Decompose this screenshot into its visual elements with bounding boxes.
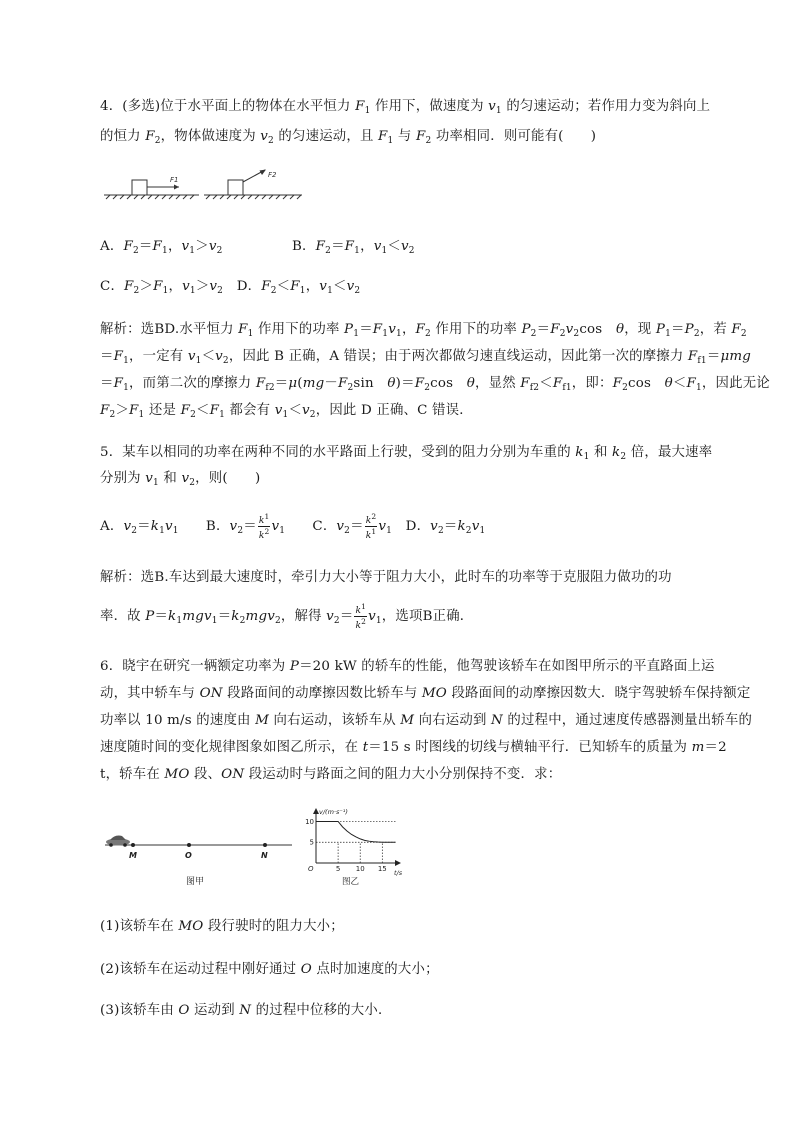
q6-stem-line4: 速度随时间的变化规律图象如图乙所示，在 t＝15 s 时图线的切线与横轴平行．已知轿车的质量为 m＝2 [100, 740, 727, 755]
q5-solution-line1: 解析：选B.车达到最大速度时，牵引力大小等于阻力大小，此时车的功率等于克服阻力做功的功 [100, 570, 672, 585]
x-tick-label-10: 10 [355, 865, 365, 873]
x-axis-label: t/s [394, 869, 403, 877]
q6-stem-line3: 功率以 10 m/s 的速度由 M 向右运动，该轿车从 M 向右运动到 N 的过程中，通过速度传感器测量出轿车的 [100, 713, 753, 728]
block-right [228, 180, 243, 195]
q5-stem-line2: 分别为 $v_1$ 和 $v_2$，则( ) [100, 471, 261, 488]
point-m [131, 843, 135, 847]
q4-solution-line3: $=F_1$，而第二次的摩擦力 $F_{f2}=\mu(mg-F_2\sin$ $\theta)=F_2\cos$ θ，显然 $F_{f2}<F_{f1}$，即：$F_2\cos$ $\theta<F_1$，因此无论 [100, 376, 770, 393]
q5-options: A．$v_2=k_1v_1$ B．$v_2=$ $\frac{k^1}{k^2}$ $v_1$ C．$v_2=$ $\frac{k^2}{k^1}$ $v_1$ D．$v_2=k_2v_1$ [100, 512, 486, 541]
x-tick-label-15: 15 [377, 865, 387, 873]
q6-stem-line1: 6．晓宇在研究一辆额定功率为 P＝20 kW 的轿车的性能，他驾驶该轿车在如图甲所示的平直路面上运 [100, 659, 715, 674]
q4-solution-line2: $=F_1$，一定有 $v_1<v_2$，因此 B 正确，A 错误；由于两次都做匀速直线运动，因此第一次的摩擦力 $F_{f1}=\mu mg$ [100, 349, 752, 366]
point-n-label: N [261, 851, 268, 860]
point-n [263, 843, 267, 847]
f2-label: F2 [268, 171, 277, 179]
point-o [187, 843, 191, 847]
ground-surface-left [104, 195, 199, 199]
car-icon [106, 836, 130, 847]
q6-sub2: (2)该轿车在运动过程中刚好通过 O 点时加速度的大小； [100, 962, 439, 977]
q4-option-b: B．$F_2=F_1$，$v_1<v_2$ [292, 239, 415, 256]
figure-yi-caption: 图乙 [342, 877, 360, 885]
point-o-label: O [185, 851, 192, 860]
y-tick-label-10: 10 [305, 817, 314, 826]
y-tick-label-5: 5 [309, 838, 314, 847]
q4-solution-line1: 解析：选BD.水平恒力 $F_1$ 作用下的功率 $P_1=F_1v_1$，$F_2$ 作用下的功率 $P_2=F_2v_2\cos$ θ，现 $P_1=P_2$，若 $F_2$ [100, 322, 747, 339]
block-left [132, 180, 147, 195]
q6-stem-line2: 动，其中轿车与 ON 段路面间的动摩擦因数比轿车与 MO 段路面间的动摩擦因数大．晓宇驾驶轿车保持额定 [100, 686, 751, 701]
q6-stem-line5: t，轿车在 MO 段、ON 段运动时与路面之间的阻力大小分别保持不变．求： [100, 767, 562, 782]
figure-jia [100, 828, 295, 888]
q4-stem-line2: 的恒力 $F_2$，物体做速度为 $v_2$ 的匀速运动，且 $F_1$ 与 $F_2$ 功率相同．则可能有( ) [100, 129, 597, 146]
y-axis-label: v/(m·s⁻¹) [319, 808, 348, 816]
q4-option-cd: C．$F_2>F_1$，$v_1>v_2$ D．$F_2<F_1$，$v_1<v_2$ [100, 279, 361, 296]
q4-option-a: A．$F_2=F_1$，$v_1>v_2$ [100, 239, 223, 256]
q5-solution-line2: 率．故 $P=k_1mgv_1=k_2mgv_2$，解得 $v_2=$ $\frac{k^1}{k^2}$ $v_1$，选项B正确． [100, 602, 474, 631]
figure-jia-caption: 图甲 [186, 877, 205, 887]
point-m-label: M [129, 851, 137, 860]
origin-label: O [308, 865, 314, 873]
q4-force-figure [104, 168, 304, 208]
q4-stem-line1: 4．(多选)位于水平面上的物体在水平恒力 $F_1$ 作用下，做速度为 $v_1$ 的匀速运动；若作用力变为斜向上 [100, 99, 711, 116]
velocity-curve [316, 821, 396, 842]
figure-yi-chart [300, 805, 420, 885]
q6-sub1: (1)该轿车在 MO 段行驶时的阻力大小； [100, 919, 344, 934]
x-tick-label-5: 5 [335, 865, 341, 873]
f1-label: F1 [170, 176, 179, 184]
q5-stem-line1: 5．某车以相同的功率在两种不同的水平路面上行驶，受到的阻力分别为车重的 $k_1$ 和 $k_2$ 倍，最大速率 [100, 445, 713, 462]
q4-solution-line4: $F_2>F_1$ 还是 $F_2<F_1$ 都会有 $v_1<v_2$，因此 D 正确、C 错误． [100, 403, 473, 420]
ground-surface-right [204, 195, 302, 199]
q6-sub3: (3)该轿车由 O 运动到 N 的过程中位移的大小． [100, 1003, 392, 1018]
